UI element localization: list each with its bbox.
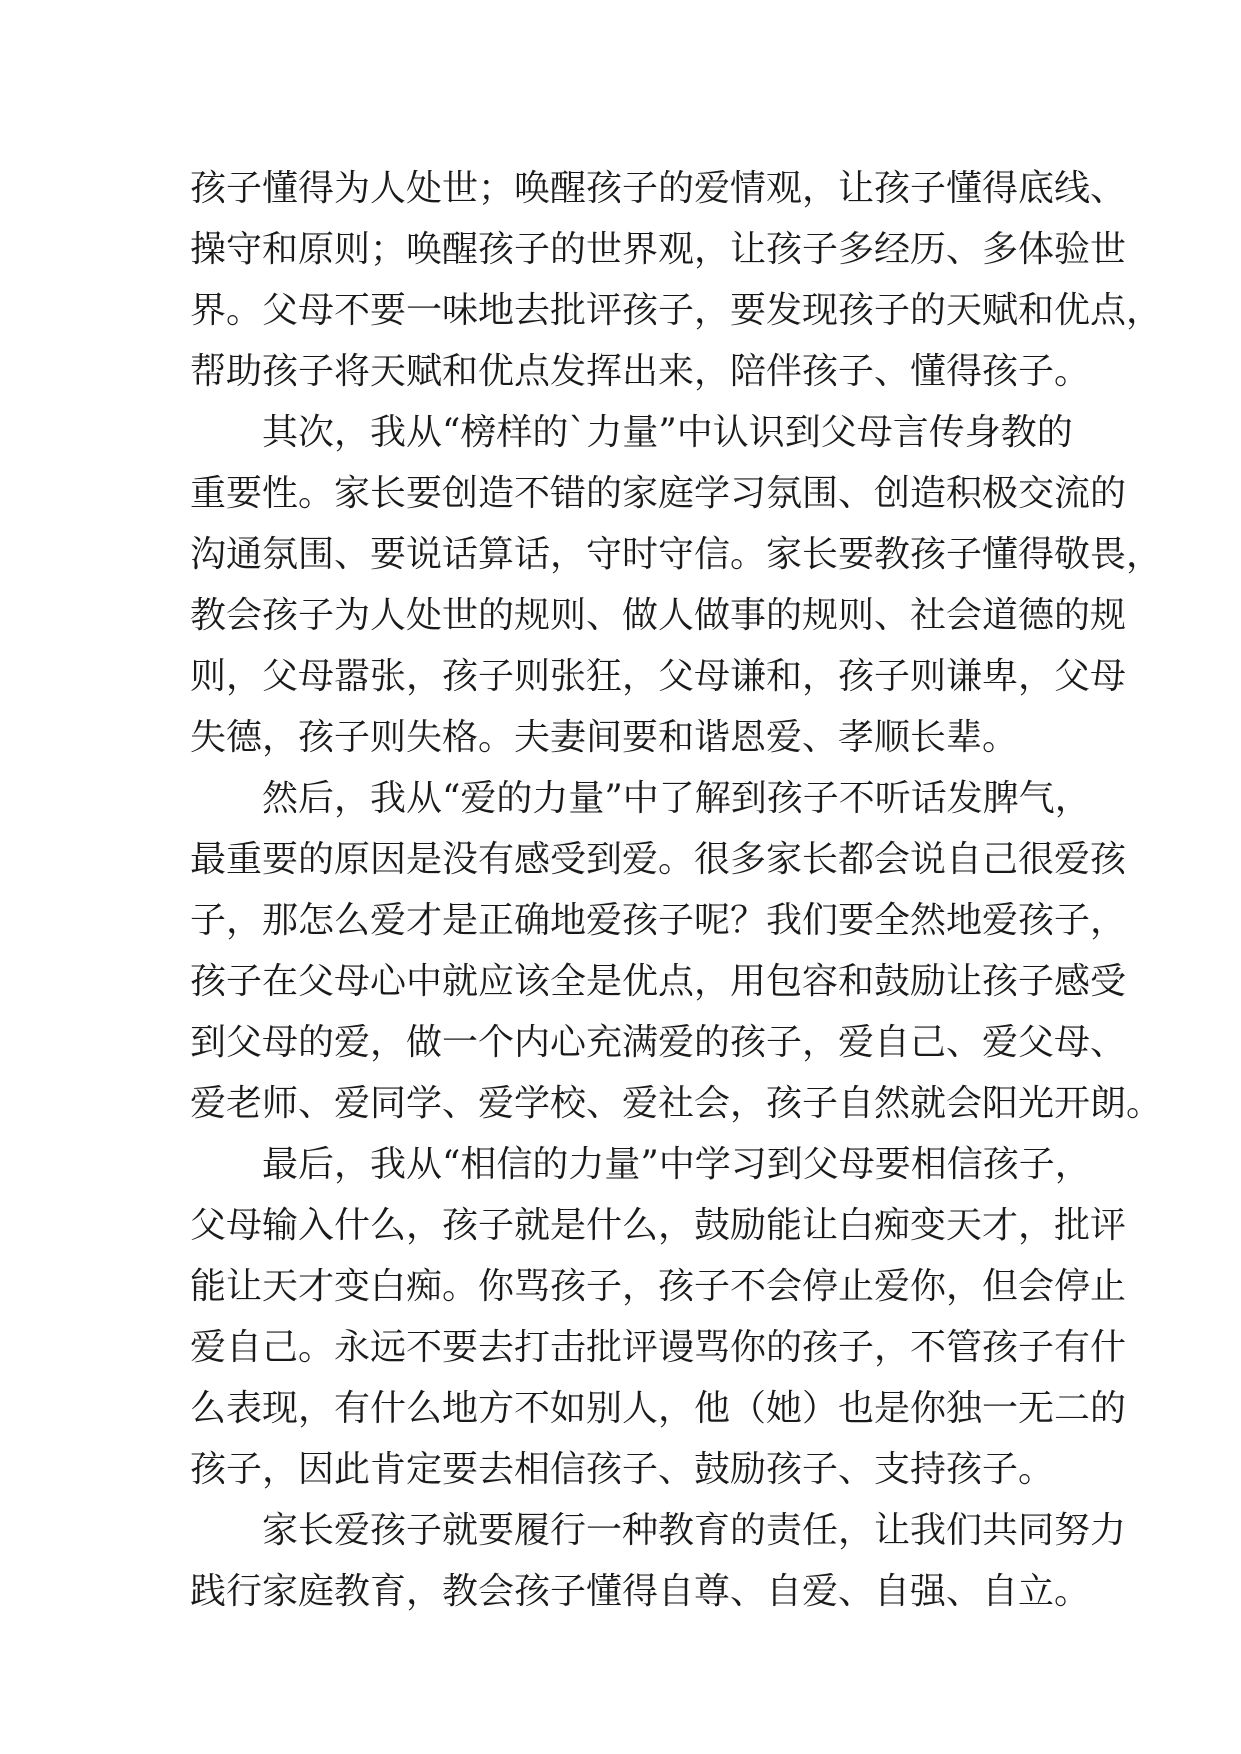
text-line: 界。父母不要一味地去批评孩子，要发现孩子的天赋和优点， <box>190 290 1163 331</box>
paragraph-end-line: 践行家庭教育，教会孩子懂得自尊、自爱、自强、自立。 <box>190 1571 1091 1612</box>
text-line: 重要性。家长要创造不错的家庭学习氛围、创造积极交流的 <box>190 473 1127 514</box>
paragraph-start-line: 然后，我从“爱的力量”中了解到孩子不听话发脾气， <box>262 778 1091 819</box>
paragraph-end-line: 爱老师、爱同学、爱学校、爱社会，孩子自然就会阳光开朗。 <box>190 1083 1163 1124</box>
paragraph-start-line: 家长爱孩子就要履行一种教育的责任，让我们共同努力 <box>262 1510 1127 1551</box>
text-line: 爱自己。永远不要去打击批评谩骂你的孩子，不管孩子有什 <box>190 1327 1127 1368</box>
text-line: 孩子懂得为人处世；唤醒孩子的爱情观，让孩子懂得底线、 <box>190 168 1127 209</box>
paragraph-start-line: 最后，我从“相信的力量”中学习到父母要相信孩子， <box>262 1144 1091 1185</box>
paragraph-start-line: 其次，我从“榜样的`力量”中认识到父母言传身教的 <box>262 412 1073 453</box>
text-line: 教会孩子为人处世的规则、做人做事的规则、社会道德的规 <box>190 595 1127 636</box>
text-line: 能让天才变白痴。你骂孩子，孩子不会停止爱你，但会停止 <box>190 1266 1127 1307</box>
text-line: 到父母的爱，做一个内心充满爱的孩子，爱自己、爱父母、 <box>190 1022 1127 1063</box>
paragraph-end-line: 失德，孩子则失格。夫妻间要和谐恩爱、孝顺长辈。 <box>190 717 1019 758</box>
body-text <box>190 158 1163 1622</box>
text-line: 则，父母嚣张，孩子则张狂，父母谦和，孩子则谦卑，父母 <box>190 656 1127 697</box>
text-line: 沟通氛围、要说话算话，守时守信。家长要教孩子懂得敬畏， <box>190 534 1163 575</box>
paragraph-end-line: 帮助孩子将天赋和优点发挥出来，陪伴孩子、懂得孩子。 <box>190 351 1091 392</box>
text-line: 子，那怎么爱才是正确地爱孩子呢？我们要全然地爱孩子， <box>190 900 1127 941</box>
text-line: 么表现，有什么地方不如别人，他（她）也是你独一无二的 <box>190 1388 1127 1429</box>
text-line: 操守和原则；唤醒孩子的世界观，让孩子多经历、多体验世 <box>190 229 1127 270</box>
paragraph-end-line: 孩子，因此肯定要去相信孩子、鼓励孩子、支持孩子。 <box>190 1449 1055 1490</box>
text-line: 孩子在父母心中就应该全是优点，用包容和鼓励让孩子感受 <box>190 961 1127 1002</box>
text-line: 最重要的原因是没有感受到爱。很多家长都会说自己很爱孩 <box>190 839 1127 880</box>
text-line: 父母输入什么，孩子就是什么，鼓励能让白痴变天才，批评 <box>190 1205 1127 1246</box>
